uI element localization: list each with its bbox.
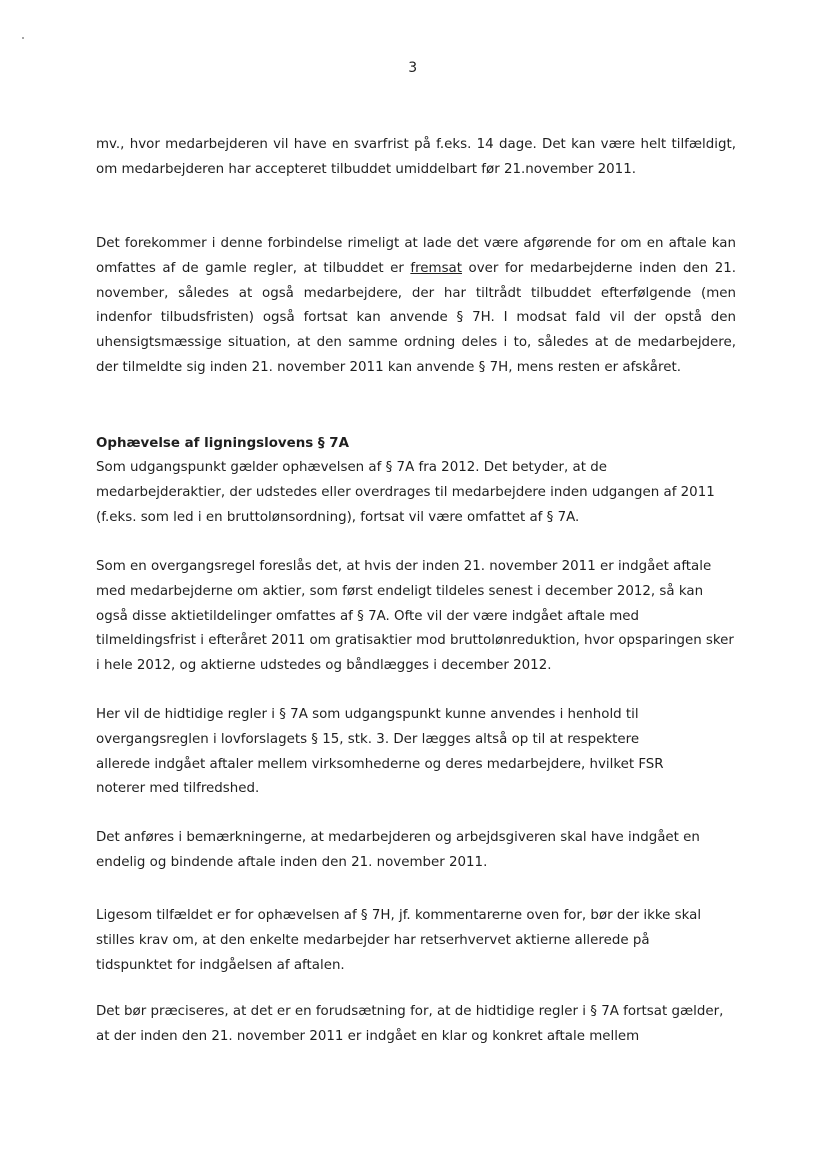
paragraph-4: Som en overgangsregel foreslås det, at hvis der inden 21. november 2011 er indgået aftale med medarbejderne om aktier, som først endeligt tildeles senest i december 2012, så kan også disse aktietildelinger omfattes af § 7A. Ofte vil der være indgået aftale med tilmeldingsfrist i efteråret 2011 om gratisaktier mod bruttolønreduktion, hvor opsparingen sker i hele 2012, og aktierne udstedes og båndlægges i december 2012. (96, 559, 734, 674)
scan-speck (22, 37, 24, 39)
underlined-word: fremsat (410, 260, 463, 276)
paragraph-7: Ligesom tilfældet er for ophævelsen af § 7H, jf. kommentarerne oven for, bør der ikke skal stilles krav om, at den enkelte medarbejder har retserhvervet aktierne allerede på tidspunktet for indgåelsen af aftalen. (96, 908, 702, 973)
paragraph-6: Det anføres i bemærkningerne, at medarbejderen og arbejdsgiveren skal have indgået en endelig og bindende aftale inden den 21. november 2011. (96, 830, 700, 870)
paragraph-2-text-end: over for medarbejderne inden den 21. november, således at også medarbejdere, der har tiltrådt tilbuddet efterfølgende (men indenfor tilbudsfristen) også fortsat kan anvende § 7H. I modsat fald vil der opstå den uhensigtsmæssige situation, at den samme ordning deles i to, således at de medarbejdere, der tilmeldte sig inden 21. november 2011 kan anvende § 7H, mens resten er afskåret. (96, 260, 736, 375)
paragraph-2 (96, 232, 736, 381)
page-number: 3 (408, 60, 418, 76)
paragraph-3: Som udgangspunkt gælder ophævelsen af § 7A fra 2012. Det betyder, at de medarbejderaktier, der udstedes eller overdrages til medarbejdere inden udgangen af 2011 (f.eks. som led i en bruttolønsordning), fortsat vil være omfattet af § 7A. (96, 460, 715, 525)
section-heading: Ophævelse af ligningslovens § 7A (96, 436, 349, 451)
paragraph-1: mv., hvor medarbejderen vil have en svarfrist på f.eks. 14 dage. Det kan være helt tilfældigt, om medarbejderen har accepteret tilbuddet umiddelbart før 21.november 2011. (96, 137, 736, 177)
paragraph-8: Det bør præciseres, at det er en forudsætning for, at de hidtidige regler i § 7A fortsat gælder, at der inden den 21. november 2011 er indgået en klar og konkret aftale mellem (96, 1004, 724, 1044)
paragraph-2-text-start: Det forekommer i denne forbindelse rimeligt at lade det være afgørende for om en aftale kan omfattes af de gamle regler, at tilbuddet er (96, 236, 736, 276)
paragraph-5: Her vil de hidtidige regler i § 7A som udgangspunkt kunne anvendes i henhold til overgangsreglen i lovforslagets § 15, stk. 3. Der lægges altså op til at respektere allerede indgået aftaler mellem virksomhederne og deres medarbejdere, hvilket FSR noterer med tilfredshed. (96, 707, 664, 797)
